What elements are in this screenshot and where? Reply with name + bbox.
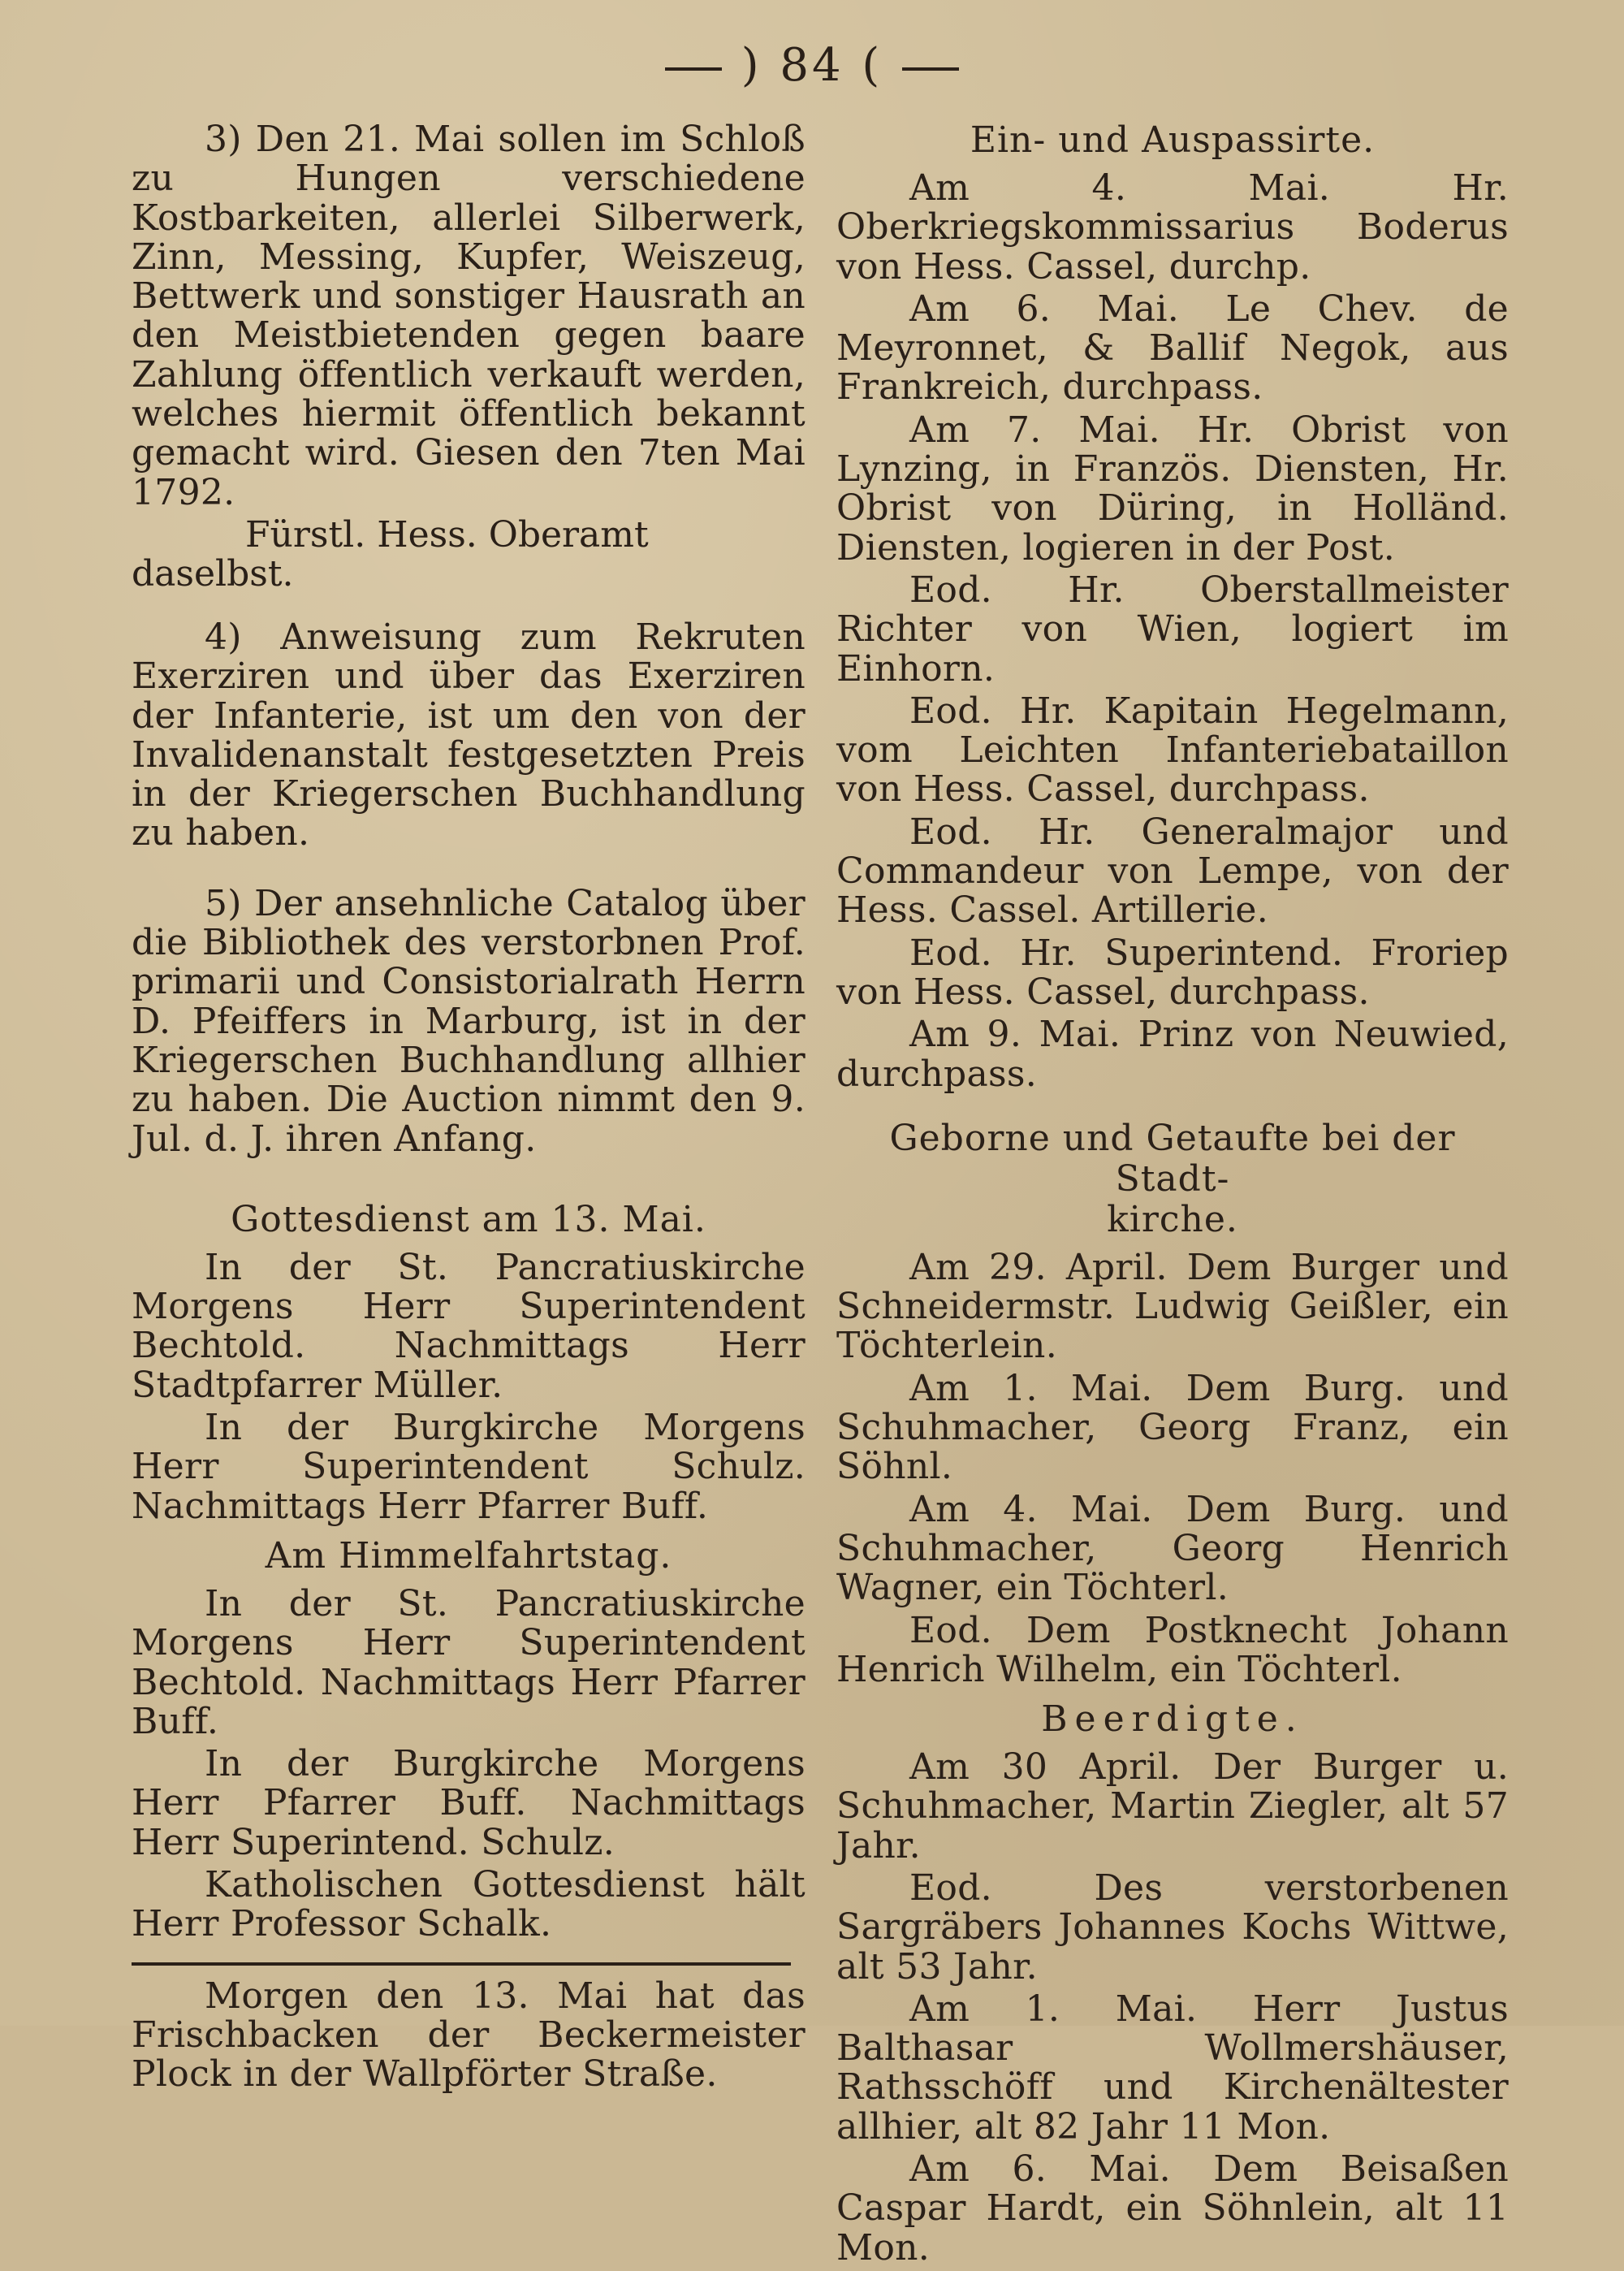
burial-entry: Am 6. Mai. Dem Beisaßen Caspar Hardt, ein Söhnlein, alt 11 Mon. (836, 2148, 1509, 2269)
notice-signature: Fürstl. Hess. Oberamt daselbst. (132, 513, 649, 595)
burial-entry: Am 1. Mai. Herr Justus Balthasar Wollmershäuser, Rathsschöff und Kirchenältester allhier, alt 82 Jahr 11 Mon. (836, 1988, 1509, 2148)
travel-entry: Am 7. Mai. Hr. Obrist von Lynzing, in Französ. Diensten, Hr. Obrist von Düring, in Holländ. Diensten, logieren in der Post. (836, 409, 1509, 569)
burial-entry: Am 30 April. Der Burger u. Schuhmacher, Martin Ziegler, alt 57 Jahr. (836, 1746, 1509, 1867)
notice-auction-hungen: 3) Den 21. Mai sollen im Schloß zu Hungen verschiedene Kostbarkeiten, allerlei Silberwerk, Zinn, Messing, Kupfer, Weiszeug, Bettwerk und sonstiger Hausrath an den Meistbietenden gegen baare Zahlung öffentlich verkauft werden, welches hiermit öffentlich bekannt gemacht wird. Giesen den 7ten Mai 1792. (132, 119, 806, 513)
travel-entry: Eod. Hr. Kapitain Hegelmann, vom Leichten Infanteriebataillon von Hess. Cassel, durchpass. (836, 690, 1509, 811)
spacer (132, 857, 806, 885)
births-heading-line-2: kirche. (1107, 1198, 1238, 1240)
notice-exercise-manual: 4) Anweisung zum Rekruten Exerziren und über das Exerziren der Infanterie, ist um den von der Invalidenanstalt festgesetzten Preis in der Kriegerschen Buchhandlung zu haben. (132, 616, 806, 854)
travel-entry: Am 9. Mai. Prinz von Neuwied, durchpass. (836, 1014, 1509, 1095)
service-pancratius: In der St. Pancratiuskirche Morgens Herr Superintendent Bechtold. Nachmittags Herr Stadtpfarrer Müller. (132, 1246, 806, 1406)
page-number: ) 84 ( (741, 39, 883, 92)
service-burgkirche: In der Burgkirche Morgens Herr Superintendent Schulz. Nachmittags Herr Pfarrer Buff. (132, 1407, 806, 1527)
header-rule-right (902, 67, 959, 71)
catholic-service: Katholischen Gottesdienst hält Herr Professor Schalk. (132, 1863, 806, 1945)
travel-entry: Eod. Hr. Superintend. Froriep von Hess. Cassel, durchpass. (836, 932, 1509, 1013)
ascension-pancratius: In der St. Pancratiuskirche Morgens Herr Superintendent Bechtold. Nachmittags Herr Pfarrer Buff. (132, 1582, 806, 1742)
service-heading: Gottesdienst am 13. Mai. (231, 1198, 706, 1240)
ascension-burgkirche: In der Burgkirche Morgens Herr Pfarrer Buff. Nachmittags Herr Superintend. Schulz. (132, 1743, 806, 1863)
page-header (0, 39, 1624, 92)
notice-library-catalog: 5) Der ansehnliche Catalog über die Bibliothek des verstorbnen Prof. primarii und Consistorialrath Herrn D. Pfeiffers in Marburg, ist in der Kriegerschen Buchhandlung allhier zu haben. Die Auction nimmt den 9. Jul. d. J. ihren Anfang. (132, 882, 806, 1160)
birth-entry: Am 29. April. Dem Burger und Schneidermstr. Ludwig Geißler, ein Töchterlein. (836, 1246, 1509, 1367)
left-column (132, 120, 806, 2097)
birth-entry: Am 1. Mai. Dem Burg. und Schuhmacher, Georg Franz, ein Söhnl. (836, 1367, 1509, 1488)
right-column (836, 120, 1509, 2271)
travel-heading: Ein- und Auspassirte. (970, 119, 1376, 161)
birth-entry: Am 4. Mai. Dem Burg. und Schuhmacher, Georg Henrich Wagner, ein Töchterl. (836, 1488, 1509, 1609)
burial-entry: Eod. Des verstorbenen Sargräbers Johannes Kochs Wittwe, alt 53 Jahr. (836, 1867, 1509, 1988)
travel-entry: Am 4. Mai. Hr. Oberkriegskommissarius Boderus von Hess. Cassel, durchp. (836, 167, 1509, 288)
bakery-notice: Morgen den 13. Mai hat das Frischbacken der Beckermeister Plock in der Wallpförter Straße. (132, 1975, 806, 2096)
travel-entry: Eod. Hr. Oberstallmeister Richter von Wien, logiert im Einhorn. (836, 569, 1509, 690)
travel-entry: Am 6. Mai. Le Chev. de Meyronnet, & Ballif Negok, aus Frankreich, durchpass. (836, 288, 1509, 409)
column-divider-rule (132, 1962, 791, 1966)
births-heading-line-1: Geborne und Getaufte bei der Stadt- (889, 1117, 1456, 1200)
birth-entry: Eod. Dem Postknecht Johann Henrich Wilhelm, ein Töchterl. (836, 1609, 1509, 1690)
spacer (132, 1162, 806, 1190)
travel-entry: Eod. Hr. Generalmajor und Commandeur von Lempe, von der Hess. Cassel. Artillerie. (836, 811, 1509, 932)
births-heading (836, 1118, 1509, 1240)
ascension-heading: Am Himmelfahrtstag. (265, 1534, 672, 1577)
burials-heading: Beerdigte. (1041, 1698, 1304, 1741)
header-rule-left (665, 67, 722, 71)
